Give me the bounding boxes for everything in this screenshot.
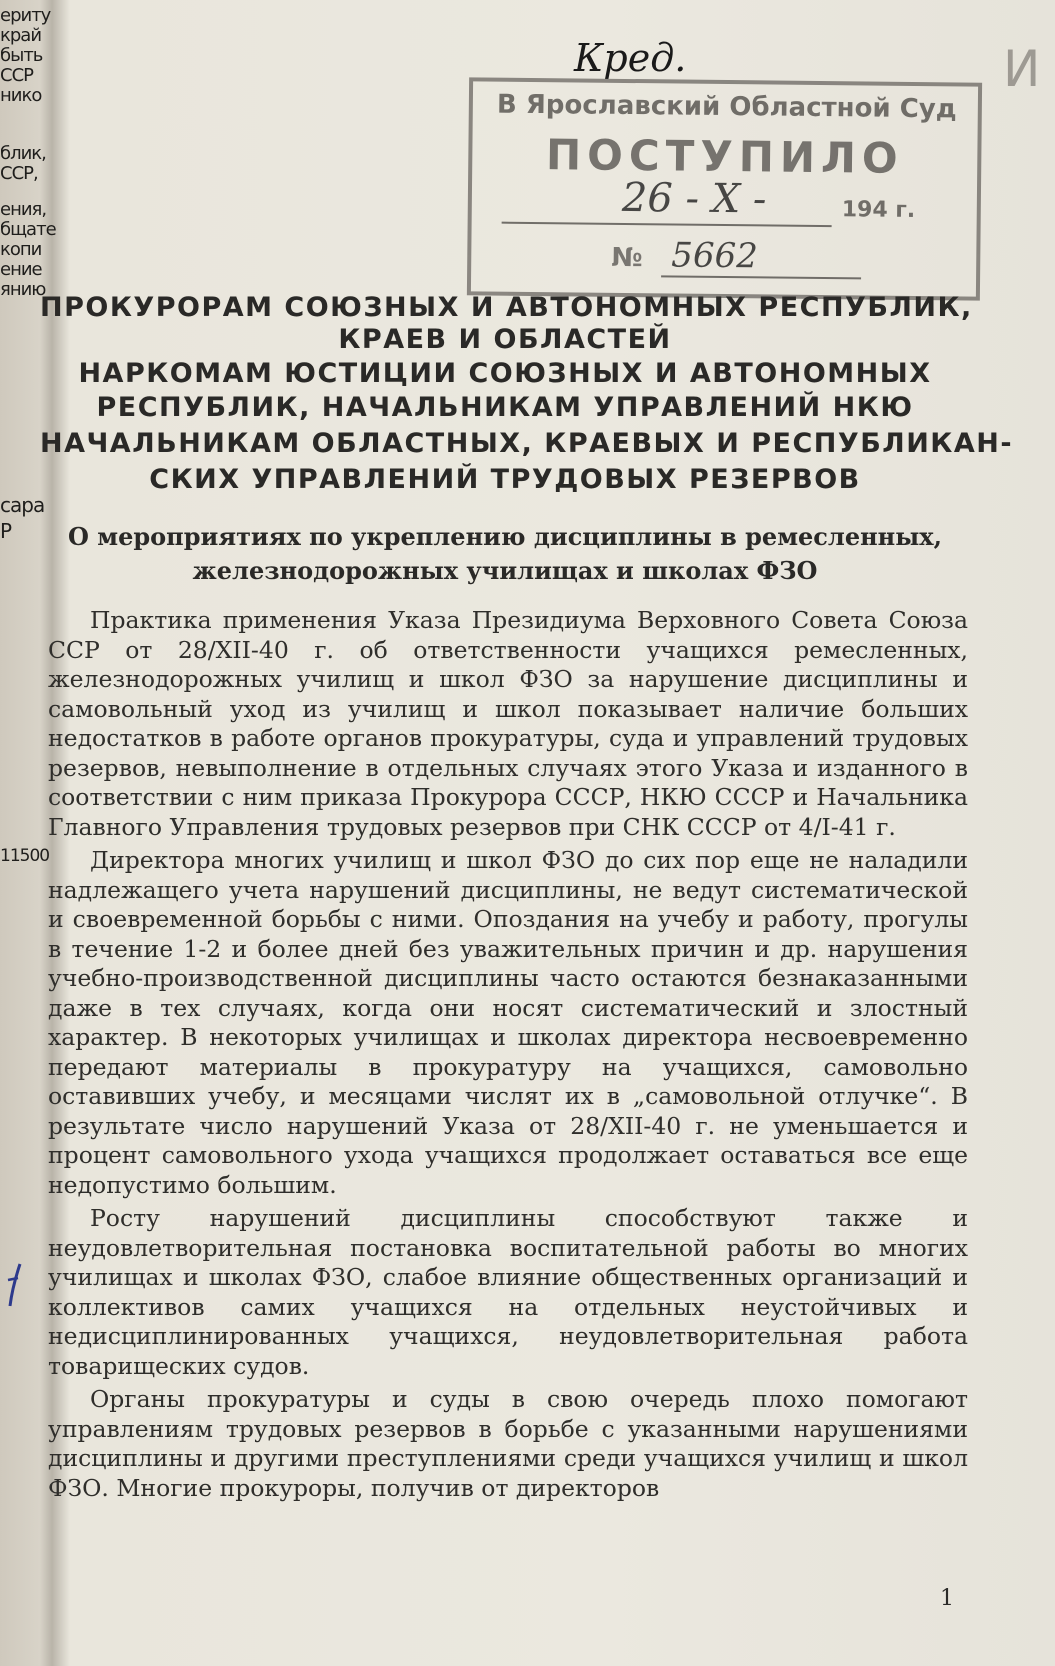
margin-fragment: сара: [0, 493, 45, 517]
heading-line: ПРОКУРОРАМ СОЮЗНЫХ И АВТОНОМНЫХ РЕСПУБЛИК,: [40, 292, 973, 323]
paragraph: Практика применения Указа Президиума Верховного Совета Союза ССР от 28/XII-40 г. об ответственности учащихся ремесленных, железнодорожных училищ и школ ФЗО за нарушение дисциплины и самовольный уход из училищ и школ показывает наличие больших недостатков в работе органов прокуратуры, суда и управлений трудовых резервов, невыполнение в отдельных случаях этого Указа и изданного в соответствии с ним приказа Прокурора СССР, НКЮ СССР и Начальника Главного Управления трудовых резервов при СНК СССР от 4/I-41 г.: [48, 606, 968, 841]
body-text: [48, 606, 968, 1507]
heading-line: СКИХ УПРАВЛЕНИЙ ТРУДОВЫХ РЕЗЕРВОВ: [149, 464, 861, 495]
ink-mark-icon: [6, 1260, 30, 1310]
margin-fragment: Р: [0, 519, 12, 543]
receipt-stamp: [467, 77, 982, 300]
heading-line: НАРКОМАМ ЮСТИЦИИ СОЮЗНЫХ И АВТОНОМНЫХ: [78, 358, 932, 389]
margin-fragment: копи: [0, 239, 42, 260]
subtitle-line: железнодорожных училищах и школах ФЗО: [192, 556, 818, 585]
stamp-number-label: №: [611, 242, 643, 274]
margin-fragment: ССР: [0, 65, 33, 86]
paragraph: Росту нарушений дисциплины способствуют также и неудовлетворительная постановка воспитательной работы во многих училищах и школах ФЗО, слабое влияние общественных организаций и коллективов самих учащихся на отдельных неустойчивых и недисциплинированных учащихся, неудовлетворительная работа товарищеских судов.: [48, 1204, 968, 1380]
left-margin-fragments: [0, 5, 56, 300]
margin-fragment: край: [0, 25, 42, 46]
heading-line: КРАЕВ И ОБЛАСТЕЙ: [338, 324, 672, 355]
margin-fragment: быть: [0, 45, 43, 66]
stamp-date: 26 - Х -: [621, 174, 767, 223]
stamp-year: 194 г.: [841, 197, 916, 223]
margin-fragment: бщате: [0, 219, 56, 240]
stamp-date-rule: [502, 222, 832, 227]
subtitle-line: О мероприятиях по укреплению дисциплины в ремесленных,: [68, 522, 942, 551]
margin-fragment: ССР,: [0, 163, 38, 184]
paragraph: Директора многих училищ и школ ФЗО до сих пор еще не наладили надлежащего учета нарушений дисциплины, не ведут систематической и своевременной борьбы с ними. Опоздания на учебу и работу, прогулы в течение 1-2 и более дней без уважительных причин и др. нарушения учебно-производственной дисциплины часто остаются безнаказанными даже в тех случаях, когда они носят систематический и злостный характер. В некоторых училищах и школах директора несвоевременно передают материалы в прокуратуру на учащихся, самовольно оставивших учебу, и месяцами числят их в „самовольной отлучке“. В результате число нарушений Указа от 28/XII-40 г. не уменьшается и процент самовольного ухода учащихся продолжает оставаться все еще недопустимо большим.: [48, 846, 968, 1199]
margin-fragment: [0, 106, 46, 144]
margin-fragment: [0, 184, 46, 200]
handwritten-margin-mark: [6, 1260, 30, 1320]
handwritten-note: Кред.: [574, 36, 687, 80]
stamp-court-line: В Ярославский Областной Суд: [496, 89, 957, 125]
left-margin-number: 11500: [0, 846, 50, 866]
heading-line: РЕСПУБЛИК, НАЧАЛЬНИКАМ УПРАВЛЕНИЙ НКЮ: [96, 392, 914, 423]
margin-fragment: ение: [0, 259, 42, 280]
margin-fragment: ения,: [0, 199, 47, 220]
stamp-number-rule: [661, 275, 861, 279]
margin-fragment: янию: [0, 279, 46, 300]
page-number: 1: [940, 1586, 954, 1611]
margin-fragment: ериту: [0, 5, 51, 26]
margin-fragment: блик,: [0, 143, 46, 164]
paragraph: Органы прокуратуры и суды в свою очередь плохо помогают управлениям трудовых резервов в борьбе с указанными нарушениями дисциплины и другими преступлениями среди учащихся училищ и школ ФЗО. Многие прокуроры, получив от директоров: [48, 1385, 968, 1502]
stamp-received: ПОСТУПИЛО: [545, 130, 904, 183]
margin-fragment: нико: [0, 85, 42, 106]
heading-line: НАЧАЛЬНИКАМ ОБЛАСТНЫХ, КРАЕВЫХ И РЕСПУБЛИКАН-: [40, 428, 1014, 459]
stamp-number: 5662: [671, 235, 759, 277]
right-edge-mark: И: [1003, 40, 1041, 98]
